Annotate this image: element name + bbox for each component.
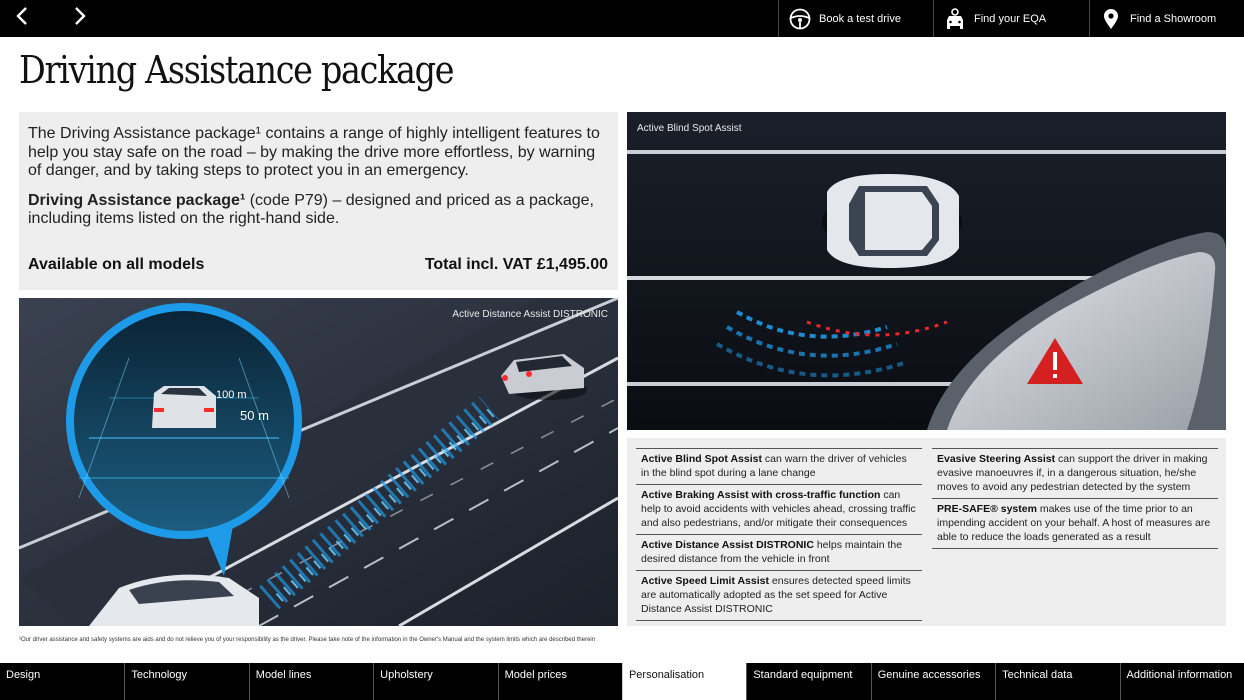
features-panel: [627, 438, 1226, 626]
availability-text: Available on all models: [28, 256, 205, 273]
feature-name: Active Distance Assist DISTRONIC: [641, 539, 814, 551]
chevron-right-icon[interactable]: [68, 6, 92, 30]
feature-item: [636, 534, 922, 570]
nav-tab-genuine-accessories[interactable]: Genuine accessories: [871, 663, 995, 700]
package-name: Driving Assistance package¹: [28, 191, 246, 209]
distance-assist-illustration: [19, 298, 618, 626]
steering-wheel-icon: [789, 8, 811, 30]
blind-spot-caption: Active Blind Spot Assist: [637, 123, 742, 134]
page-title: Driving Assistance package: [19, 48, 454, 92]
features-right-column: [932, 448, 1218, 549]
book-test-drive-button[interactable]: [778, 0, 933, 37]
blind-spot-car: [822, 174, 962, 268]
nav-tab-additional-information[interactable]: Additional information: [1120, 663, 1244, 700]
feature-description: makes use of the time prior to an impending accident on your behalf. A host of measures are able to reduce the loads generated as a result: [937, 503, 1211, 543]
location-pin-icon: [1100, 8, 1122, 30]
blind-spot-illustration: [627, 112, 1226, 430]
feature-description: can support the driver in making evasive manoeuvres if, in a dangerous situation, he/she moves to avoid any pedestrian detected by the system: [937, 453, 1208, 493]
feature-name: Active Braking Assist with cross-traffic function: [641, 489, 881, 501]
feature-description: can help to avoid accidents with vehicles ahead, crossing traffic and also pedestrians, and/or mitigate their consequences: [641, 489, 916, 529]
feature-description: ensures detected speed limits are automatically adopted as the set speed for Active Distance Assist DISTRONIC: [641, 575, 911, 615]
total-price: Total incl. VAT £1,495.00: [424, 256, 608, 273]
distance-50-label: 50 m: [240, 408, 269, 423]
distance-assist-caption: Active Distance Assist DISTRONIC: [452, 309, 608, 320]
book-test-drive-label: Book a test drive: [819, 12, 901, 25]
distance-assist-image: [19, 298, 618, 626]
intro-panel: [19, 112, 618, 290]
find-showroom-button[interactable]: [1089, 0, 1244, 37]
intro-paragraph: The Driving Assistance package¹ contains a range of highly intelligent features to help you stay safe on the road – by making the drive more effortless, by warning of danger, and by taking steps to protect you in an emergency.: [28, 125, 600, 180]
feature-item: [636, 484, 922, 534]
nav-tab-personalisation[interactable]: Personalisation: [622, 663, 746, 700]
nav-tab-standard-equipment[interactable]: Standard equipment: [746, 663, 870, 700]
feature-name: PRE-SAFE® system: [937, 503, 1037, 515]
top-navigation-bar: [0, 0, 1244, 37]
feature-name: Evasive Steering Assist: [937, 453, 1056, 465]
car-search-icon: [944, 8, 966, 30]
feature-name: Active Blind Spot Assist: [641, 453, 762, 465]
find-showroom-label: Find a Showroom: [1130, 12, 1217, 25]
find-your-eqa-label: Find your EQA: [974, 12, 1047, 25]
nav-tab-design[interactable]: Design: [6, 669, 41, 681]
feature-item: [636, 570, 922, 621]
nav-tab-model-lines[interactable]: Model lines: [249, 663, 373, 700]
find-your-eqa-button[interactable]: [933, 0, 1089, 37]
features-left-column: [636, 448, 922, 621]
feature-description: helps maintain the desired distance from the vehicle in front: [641, 539, 903, 565]
blind-spot-assist-image: [627, 112, 1226, 430]
distance-100-label: 100 m: [216, 389, 247, 401]
chevron-left-icon[interactable]: [10, 6, 34, 30]
feature-description: can warn the driver of vehicles in the blind spot during a lane change: [641, 453, 907, 479]
package-description-text: (code P79) – designed and priced as a package, including items listed on the right-hand side.: [28, 191, 594, 228]
feature-item: [932, 448, 1218, 498]
package-description: [28, 192, 609, 229]
nav-tab-technical-data[interactable]: Technical data: [995, 663, 1119, 700]
feature-item: [636, 448, 922, 484]
feature-item: [932, 498, 1218, 549]
nav-tab-technology[interactable]: Technology: [124, 663, 248, 700]
nav-tab-model-prices[interactable]: Model prices: [498, 663, 622, 700]
nav-tab-upholstery[interactable]: Upholstery: [373, 663, 497, 700]
footnote: ¹Our driver assistance and safety systems are aids and do not relieve you of your responsibility as the driver. Please take note of the information in the Owner's Manual and the system limits which are described therein: [19, 637, 596, 643]
bottom-navigation: [0, 663, 1244, 700]
feature-name: Active Speed Limit Assist: [641, 575, 769, 587]
